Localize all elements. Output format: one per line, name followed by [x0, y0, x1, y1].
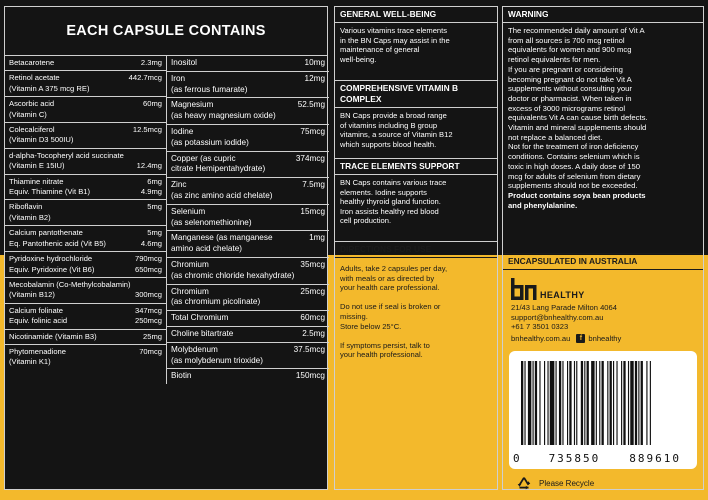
ingredient-name: d-alpha-Tocopheryl acid succinate (Vitamin E 15IU)	[9, 150, 124, 171]
facebook-icon: f	[576, 334, 585, 343]
ingredient-row	[167, 125, 329, 152]
barcode-bar	[544, 361, 545, 445]
ingredient-name: Thiamine nitrate Equiv. Thiamine (Vit B1)	[9, 176, 91, 197]
ingredient-row	[5, 149, 166, 175]
barcode	[509, 351, 697, 469]
vitamin-b-section	[335, 80, 497, 158]
ingredient-name: Chromium (as chromic chloride hexahydrate)	[171, 259, 295, 280]
barcode-bar	[584, 361, 585, 445]
ingredient-row	[5, 345, 166, 370]
ingredient-row	[5, 226, 166, 252]
ingredient-name: Colecalciferol (Vitamin D3 500IU)	[9, 125, 74, 145]
ingredient-row	[167, 72, 329, 99]
ingredient-amount: 790mcg 650mcg	[134, 254, 162, 274]
barcode-bar	[635, 361, 637, 445]
ingredient-amount: 442.7mcg	[128, 73, 162, 83]
directions-section	[335, 241, 497, 364]
ingredient-amount: 25mg	[143, 331, 162, 341]
barcode-bar	[550, 361, 555, 445]
ingredient-row	[5, 330, 166, 345]
ingredient-name: Pyridoxine hydrochloride Equiv. Pyridoxine (Vit B6)	[9, 254, 95, 274]
ingredient-amount: 37.5mcg	[293, 344, 325, 354]
encapsulated-title: ENCAPSULATED IN AUSTRALIA	[503, 253, 703, 270]
ingredient-row	[5, 97, 166, 123]
barcode-bar	[602, 361, 604, 445]
ingredient-row	[5, 252, 166, 278]
website-link[interactable]: bnhealthy.com.au	[511, 333, 571, 343]
ingredient-row	[5, 278, 166, 304]
warning-section	[503, 7, 703, 253]
ingredient-amount: 60mcg	[300, 313, 325, 323]
barcode-bar	[613, 361, 614, 445]
ingredient-row	[5, 123, 166, 149]
ingredient-name: Selenium (as selenomethionine)	[171, 206, 252, 227]
barcode-bar	[610, 361, 612, 445]
warning-text: The recommended daily amount of Vit A from all sources is 700 mcg retinol equivalents for women and 900 mcg retinol equivalents for men. If you are pregnant or considering becoming pregnant do not take Vit A supplements without consulting your doctor or pharmacist. When taken in excess of 3000 micrograms retinol equivalents Vit A can cause birth defects. Vitamin and mineral supplements should not replace a balanced diet. Not for the treatment of iron deficiency conditions. Contains selenium which is toxic in high doses. A daily dose of 150 mcg for adults of selenium from dietary supplements should not be exceeded.	[508, 26, 648, 191]
ingredients-column-right	[167, 56, 329, 384]
ingredient-amount: 1mg	[309, 233, 325, 243]
ingredient-name: Chromium (as chromium picolinate)	[171, 286, 261, 307]
recycle-label: Please Recycle	[539, 479, 595, 489]
ingredient-amount: 52.5mg	[297, 100, 325, 110]
ingredient-row	[5, 175, 166, 201]
ingredient-name: Total Chromium	[171, 313, 229, 323]
ingredient-amount: 10mg	[304, 58, 325, 67]
barcode-bar	[646, 361, 647, 445]
ingredient-name: Biotin	[171, 371, 192, 381]
ingredient-name: Riboflavin (Vitamin B2)	[9, 202, 51, 222]
encapsulated-section	[503, 253, 703, 493]
ingredient-name: Inositol	[171, 58, 197, 67]
ingredient-name: Molybdenum (as molybdenum trioxide)	[171, 344, 263, 365]
barcode-bar	[581, 361, 583, 445]
barcode-bar	[556, 361, 557, 445]
ingredient-row	[167, 285, 329, 312]
brand-name: HEALTHY	[540, 290, 585, 300]
recycle-icon	[515, 475, 533, 493]
ingredient-name: Calcium pantothenate Eq. Pantothenic acid (Vit B5)	[9, 228, 106, 248]
ingredient-name: Betacarotene	[9, 58, 55, 67]
social-handle[interactable]: bnhealthy	[588, 333, 622, 343]
barcode-bar	[628, 361, 629, 445]
ingredient-name: Mecobalamin (Co-Methylcobalamin) (Vitamin B12)	[9, 279, 131, 300]
ingredient-amount: 12.4mg	[136, 161, 162, 171]
ingredient-row	[5, 56, 166, 71]
barcode-bar	[591, 361, 594, 445]
ingredient-amount: 12mg	[304, 73, 325, 83]
ingredient-amount: 2.5mg	[302, 328, 325, 338]
barcode-bar	[607, 361, 608, 445]
barcode-digits-left: 735850	[548, 451, 601, 465]
ingredients-column-left	[5, 56, 167, 384]
barcode-bar	[574, 361, 575, 445]
barcode-bar	[616, 361, 617, 445]
info-column	[334, 6, 498, 490]
ingredient-row	[167, 327, 329, 343]
barcode-bar	[521, 361, 523, 445]
barcode-digits	[513, 452, 693, 465]
trace-elements-body: BN Caps contains various trace elements. Iodine supports healthy thyroid gland function. Iron assists healthy red blood cell production.	[340, 178, 447, 226]
ingredient-row	[167, 98, 329, 125]
barcode-bar	[576, 361, 577, 445]
ingredient-row	[167, 369, 329, 384]
trace-elements-section	[335, 158, 497, 239]
barcode-bar	[547, 361, 548, 445]
bn-logo-icon	[511, 278, 537, 300]
ingredient-row	[5, 200, 166, 226]
general-wellbeing-body: Various vitamins trace elements in the BN Caps may assist in the maintenance of general well-being.	[340, 26, 450, 64]
ingredient-name: Retinol acetate (Vitamin A 375 mcg RE)	[9, 73, 90, 93]
ingredient-name: Zinc (as zinc amino acid chelate)	[171, 180, 273, 200]
ingredient-name: Calcium folinate Equiv. folinic acid	[9, 305, 68, 326]
barcode-bar	[535, 361, 537, 445]
directions-body: Adults, take 2 capsules per day, with meals or as directed by your health care professional. Do not use if seal is broken or missing. Store below 25°C. If symptoms persist, talk to your health professional.	[340, 264, 448, 360]
ingredient-row	[5, 304, 166, 330]
ingredients-panel	[4, 6, 328, 490]
company-address: 21/43 Lang Parade Milton 4064 support@bnhealthy.com.au +61 7 3501 0323	[511, 303, 617, 332]
ingredient-amount: 70mcg	[139, 346, 162, 356]
ingredient-row	[167, 56, 329, 72]
ingredient-row	[167, 343, 329, 370]
ingredient-name: Choline bitartrate	[171, 328, 234, 338]
barcode-bar	[524, 361, 525, 445]
ingredient-amount: 5mg 4.6mg	[140, 228, 162, 248]
ingredient-row	[167, 311, 329, 327]
barcode-bar	[630, 361, 633, 445]
ingredient-amount: 7.5mg	[302, 180, 325, 190]
ingredient-name: Iron (as ferrous fumarate)	[171, 73, 248, 94]
ingredient-name: Iodine (as potassium iodide)	[171, 126, 249, 147]
trace-elements-title: TRACE ELEMENTS SUPPORT	[335, 159, 497, 175]
barcode-bar	[596, 361, 597, 445]
ingredient-amount: 5mg	[147, 202, 162, 212]
barcode-bar	[569, 361, 571, 445]
barcode-bar	[587, 361, 589, 445]
ingredient-amount: 347mcg 250mcg	[134, 305, 162, 326]
barcode-bar	[528, 361, 531, 445]
warning-bold-text: Product contains soya bean products and phenylalanine.	[508, 190, 646, 210]
barcode-bar	[567, 361, 568, 445]
barcode-bar	[539, 361, 540, 445]
ingredient-name: Phytomenadione (Vitamin K1)	[9, 346, 66, 367]
ingredient-amount: 35mcg	[300, 259, 325, 269]
recycle-note	[503, 469, 703, 493]
ingredient-name: Magnesium (as heavy magnesium oxide)	[171, 100, 276, 121]
barcode-bar	[621, 361, 622, 445]
ingredient-name: Copper (as cupric citrate Hemipentahydrate)	[171, 153, 266, 174]
directions-title: DIRECTIONS FOR USE	[335, 242, 497, 258]
ingredient-amount: 374mcg	[295, 153, 325, 163]
warning-body	[503, 23, 703, 214]
barcode-digits-right: 889610	[629, 451, 681, 465]
barcode-bar	[623, 361, 625, 445]
ingredient-amount: 60mg	[143, 99, 162, 109]
ingredient-amount: 6mg 4.9mg	[140, 176, 162, 197]
barcode-bars	[519, 361, 695, 445]
ingredient-amount: 150mcg	[295, 371, 325, 381]
barcode-bar	[641, 361, 643, 445]
ingredient-row	[167, 178, 329, 205]
ingredient-row	[167, 205, 329, 232]
barcode-bar	[638, 361, 639, 445]
ingredient-name: Ascorbic acid (Vitamin C)	[9, 99, 55, 119]
ingredients-grid	[5, 55, 327, 384]
ingredient-name: Nicotinamide (Vitamin B3)	[9, 331, 97, 341]
barcode-bar	[559, 361, 561, 445]
ingredient-amount: 75mcg	[300, 126, 325, 136]
ingredient-amount: 2.3mg	[140, 58, 162, 67]
barcode-bar	[562, 361, 563, 445]
ingredient-amount: 25mcg	[300, 286, 325, 296]
vitamin-b-body: BN Caps provide a broad range of vitamins including B group vitamins, a source of Vitamin B12 which supports blood health.	[340, 111, 453, 149]
ingredient-row	[167, 258, 329, 285]
warning-title: WARNING	[503, 7, 703, 23]
vitamin-b-title: COMPREHENSIVE VITAMIN B COMPLEX	[335, 81, 497, 108]
ingredient-row	[167, 152, 329, 179]
ingredient-row	[5, 71, 166, 97]
ingredients-title: EACH CAPSULE CONTAINS	[66, 23, 266, 39]
general-wellbeing-title: GENERAL WELL-BEING	[335, 7, 497, 23]
contact-row	[503, 332, 703, 343]
ingredient-amount: 15mcg	[300, 206, 325, 216]
brand-logo	[503, 270, 703, 303]
barcode-bar	[599, 361, 600, 445]
warning-column	[502, 6, 704, 490]
barcode-bar	[650, 361, 651, 445]
ingredient-amount: 300mcg	[134, 290, 162, 300]
barcode-digit-first: 0	[513, 451, 520, 465]
ingredient-row	[167, 231, 329, 258]
barcode-bar	[533, 361, 534, 445]
ingredient-amount: 12.5mcg	[132, 125, 162, 135]
ingredient-name: Manganese (as manganese amino acid chelate)	[171, 233, 273, 254]
general-wellbeing-section	[335, 7, 497, 80]
